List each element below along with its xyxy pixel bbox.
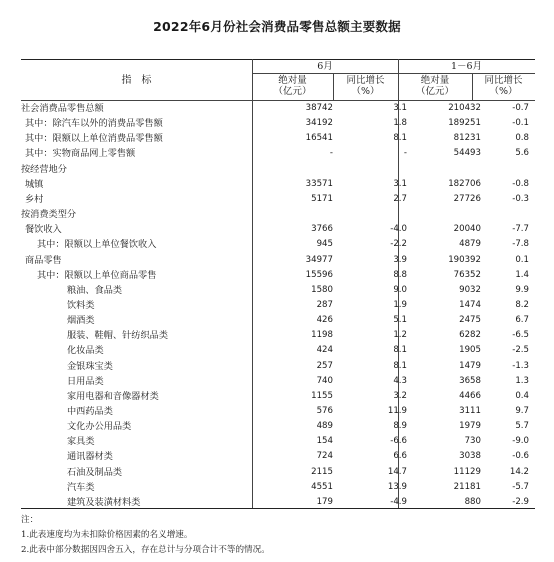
row-indicator: 城镇 (25, 178, 44, 190)
table-row (21, 374, 535, 389)
table-row (21, 116, 535, 131)
header-absolute-label: 绝对量 (278, 75, 307, 86)
cell-june-growth: 3.2 (393, 390, 407, 401)
cell-june-absolute: 1155 (311, 390, 333, 401)
cell-june-growth: 8.8 (393, 269, 407, 280)
cell-jan-jun-absolute: 54493 (453, 148, 481, 159)
cell-jan-jun-absolute: 1979 (459, 421, 481, 432)
cell-june-growth: 8.1 (393, 133, 407, 144)
cell-jan-jun-absolute: 1479 (459, 360, 481, 371)
cell-jan-jun-absolute: 1474 (459, 300, 481, 310)
cell-jan-jun-absolute: 182706 (448, 178, 481, 189)
row-indicator: 按消费类型分 (21, 209, 77, 221)
cell-jan-jun-growth: 6.7 (515, 315, 529, 326)
header-absolute-label: 绝对量 (420, 75, 450, 86)
cell-june-growth: -4.0 (390, 224, 407, 235)
cell-jan-jun-growth: 8.2 (515, 300, 529, 310)
table-row (21, 162, 535, 177)
row-indicator: 中西药品类 (67, 406, 113, 417)
cell-jan-jun-absolute: 21181 (453, 481, 481, 492)
cell-jan-jun-absolute: 210432 (448, 103, 481, 113)
cell-jan-jun-growth: -9.0 (512, 436, 529, 447)
table-row (21, 237, 535, 252)
row-indicator: 商品零售 (25, 254, 62, 266)
cell-jan-jun-absolute: 4879 (459, 239, 481, 250)
cell-jan-jun-absolute: 4466 (459, 390, 481, 401)
cell-june-absolute: 34977 (305, 254, 333, 265)
cell-jan-jun-absolute: 76352 (453, 269, 481, 280)
cell-june-absolute: 1580 (311, 284, 333, 295)
cell-jan-jun-growth: -0.3 (512, 193, 529, 204)
header-jan-jun: 1－6月 (450, 61, 483, 72)
row-indicator: 汽车类 (67, 481, 95, 493)
cell-june-absolute: 740 (316, 375, 333, 386)
header-absolute-unit: （亿元） (273, 86, 312, 97)
page-title: 2022年6月份社会消费品零售总额主要数据 (153, 19, 401, 34)
cell-jan-jun-absolute: 730 (464, 436, 481, 447)
cell-june-absolute: 16541 (305, 133, 333, 144)
footnote-2: 2.此表中部分数据因四舍五入，存在总计与分项合计不等的情况。 (21, 545, 270, 555)
cell-jan-jun-growth: -1.3 (512, 360, 529, 371)
cell-june-absolute: 5171 (311, 193, 333, 204)
cell-jan-jun-growth: -5.7 (512, 481, 529, 492)
table-row (21, 328, 535, 343)
cell-june-growth: 13.9 (387, 481, 407, 492)
cell-june-absolute: 15596 (305, 269, 333, 280)
row-indicator: 化妆品类 (67, 345, 104, 357)
cell-june-growth: 4.3 (393, 375, 407, 386)
cell-jan-jun-absolute: 189251 (448, 118, 481, 129)
table-row (21, 253, 535, 268)
cell-jan-jun-growth: -0.6 (512, 451, 529, 462)
row-indicator: 按经营地分 (21, 163, 67, 175)
cell-june-growth: 3.9 (393, 254, 407, 265)
row-indicator: 饮料类 (67, 300, 95, 311)
cell-june-absolute: - (329, 148, 333, 159)
row-indicator: 石油及制品类 (67, 466, 123, 478)
cell-june-growth: 14.7 (387, 466, 407, 477)
table-row (21, 495, 535, 510)
footnote-1: 1.此表速度均为未扣除价格因素的名义增速。 (21, 530, 193, 540)
cell-june-absolute: 34192 (305, 118, 333, 129)
header-june-growth (333, 75, 398, 97)
cell-june-growth: 3.1 (393, 103, 407, 113)
cell-june-absolute: 154 (316, 436, 333, 447)
cell-jan-jun-absolute: 81231 (453, 133, 481, 144)
row-indicator: 粮油、食品类 (67, 284, 123, 296)
row-indicator: 家用电器和音像器材类 (67, 390, 159, 402)
table-row (21, 480, 535, 495)
table-row (21, 131, 535, 146)
cell-jan-jun-growth: 0.8 (515, 133, 529, 144)
cell-jan-jun-growth: 9.9 (515, 284, 529, 295)
table-row (21, 177, 535, 192)
header-growth-unit: （%） (489, 86, 518, 97)
row-indicator: 家具类 (67, 436, 95, 448)
header-jan-jun-absolute (398, 75, 472, 97)
cell-june-growth: 3.1 (393, 178, 407, 189)
cell-june-growth: - (403, 148, 407, 159)
row-indicator: 烟酒类 (67, 315, 95, 327)
cell-june-growth: 8.1 (393, 360, 407, 371)
cell-jan-jun-growth: -7.7 (512, 224, 529, 235)
table-row (21, 404, 535, 419)
cell-june-growth: 2.7 (393, 193, 407, 204)
cell-jan-jun-absolute: 3038 (459, 451, 481, 462)
cell-june-absolute: 257 (316, 360, 333, 371)
cell-jan-jun-absolute: 190392 (448, 254, 481, 265)
header-june-absolute (252, 75, 333, 97)
table-row (21, 434, 535, 449)
header-absolute-unit: （亿元） (415, 86, 454, 97)
cell-jan-jun-growth: -2.9 (512, 496, 529, 507)
cell-jan-jun-absolute: 6282 (459, 330, 481, 341)
header-indicator: 指 标 (121, 75, 152, 86)
header-growth-label: 同比增长 (484, 75, 523, 86)
cell-june-growth: -2.2 (390, 239, 407, 250)
cell-june-absolute: 945 (316, 239, 333, 250)
cell-jan-jun-absolute: 2475 (459, 315, 481, 326)
row-indicator: 餐饮收入 (25, 224, 62, 236)
cell-june-growth: 9.0 (393, 284, 407, 295)
cell-june-absolute: 489 (316, 421, 333, 432)
cell-june-growth: 1.8 (393, 118, 407, 129)
cell-june-absolute: 724 (316, 451, 333, 462)
row-indicator: 通讯器材类 (67, 451, 113, 463)
cell-jan-jun-growth: 5.7 (515, 421, 529, 432)
header-jan-jun-growth (472, 75, 535, 97)
row-indicator: 服装、鞋帽、针纺织品类 (67, 330, 169, 342)
row-indicator: 其中：除汽车以外的消费品零售额 (25, 118, 163, 130)
cell-june-absolute: 33571 (305, 178, 333, 189)
cell-june-growth: 11.9 (387, 406, 407, 416)
table-row (21, 298, 535, 313)
cell-june-growth: -4.9 (390, 496, 407, 507)
row-indicator: 建筑及装潢材料类 (67, 496, 141, 508)
cell-jan-jun-growth: -0.1 (512, 118, 529, 129)
table-row (21, 359, 535, 374)
cell-june-absolute: 2115 (311, 466, 333, 477)
table-row (21, 419, 535, 434)
header-growth-unit: （%） (351, 86, 380, 97)
cell-jan-jun-growth: 0.4 (515, 390, 529, 401)
cell-june-absolute: 38742 (305, 103, 333, 113)
table-row (21, 222, 535, 237)
cell-jan-jun-growth: 1.3 (515, 375, 529, 386)
table-row (21, 283, 535, 298)
cell-jan-jun-growth: -0.8 (512, 178, 529, 189)
row-indicator: 文化办公用品类 (67, 421, 132, 433)
cell-june-growth: 5.1 (393, 315, 407, 326)
cell-june-growth: 1.9 (393, 300, 407, 310)
table-row (21, 313, 535, 328)
header-divider (252, 73, 535, 74)
table-row (21, 207, 535, 222)
cell-june-absolute: 576 (316, 406, 333, 416)
table-row (21, 389, 535, 404)
cell-jan-jun-absolute: 3658 (459, 375, 481, 386)
cell-jan-jun-growth: -7.8 (512, 239, 529, 250)
cell-jan-jun-growth: -2.5 (512, 345, 529, 356)
cell-june-absolute: 287 (316, 300, 333, 310)
cell-jan-jun-growth: 0.1 (515, 254, 529, 265)
table-row (21, 192, 535, 207)
table-row (21, 465, 535, 480)
row-indicator: 日用品类 (67, 375, 104, 387)
cell-jan-jun-growth: 5.6 (515, 148, 529, 159)
table-row (21, 146, 535, 161)
row-indicator: 社会消费品零售总额 (21, 103, 104, 114)
cell-jan-jun-absolute: 1905 (459, 345, 481, 356)
table-row (21, 101, 535, 116)
cell-jan-jun-absolute: 880 (464, 496, 481, 507)
cell-jan-jun-growth: -6.5 (512, 330, 529, 341)
cell-jan-jun-absolute: 20040 (453, 224, 481, 235)
table-row (21, 268, 535, 283)
cell-june-growth: -6.6 (390, 436, 407, 447)
cell-june-absolute: 179 (316, 496, 333, 507)
table-row (21, 449, 535, 464)
cell-jan-jun-growth: 14.2 (509, 466, 529, 477)
cell-june-absolute: 1198 (311, 330, 333, 341)
footnote-label: 注： (21, 515, 39, 525)
row-indicator: 金银珠宝类 (67, 360, 113, 372)
cell-jan-jun-growth: 1.4 (515, 269, 529, 280)
table-top-border (21, 59, 535, 60)
cell-june-growth: 8.9 (393, 421, 407, 432)
cell-june-growth: 1.2 (393, 330, 407, 341)
cell-jan-jun-growth: 9.7 (515, 406, 529, 416)
cell-jan-jun-absolute: 27726 (453, 193, 481, 204)
row-indicator: 乡村 (25, 193, 44, 205)
cell-jan-jun-absolute: 11129 (453, 466, 481, 477)
cell-jan-jun-absolute: 3111 (459, 406, 481, 416)
cell-june-absolute: 4551 (311, 481, 333, 492)
cell-jan-jun-growth: -0.7 (512, 103, 529, 113)
table-row (21, 343, 535, 358)
row-indicator: 其中：实物商品网上零售额 (25, 148, 136, 160)
footnotes (21, 513, 270, 558)
cell-june-growth: 8.1 (393, 345, 407, 356)
row-indicator: 其中：限额以上单位消费品零售额 (25, 133, 163, 145)
cell-june-absolute: 424 (316, 345, 333, 356)
header-june: 6月 (317, 61, 333, 72)
row-indicator: 其中：限额以上单位商品零售 (37, 269, 157, 281)
header-growth-label: 同比增长 (346, 75, 385, 86)
cell-june-absolute: 426 (316, 315, 333, 326)
cell-june-absolute: 3766 (311, 224, 333, 235)
cell-jan-jun-absolute: 9032 (459, 284, 481, 295)
cell-june-growth: 6.6 (393, 451, 407, 462)
row-indicator: 其中：限额以上单位餐饮收入 (37, 239, 157, 251)
